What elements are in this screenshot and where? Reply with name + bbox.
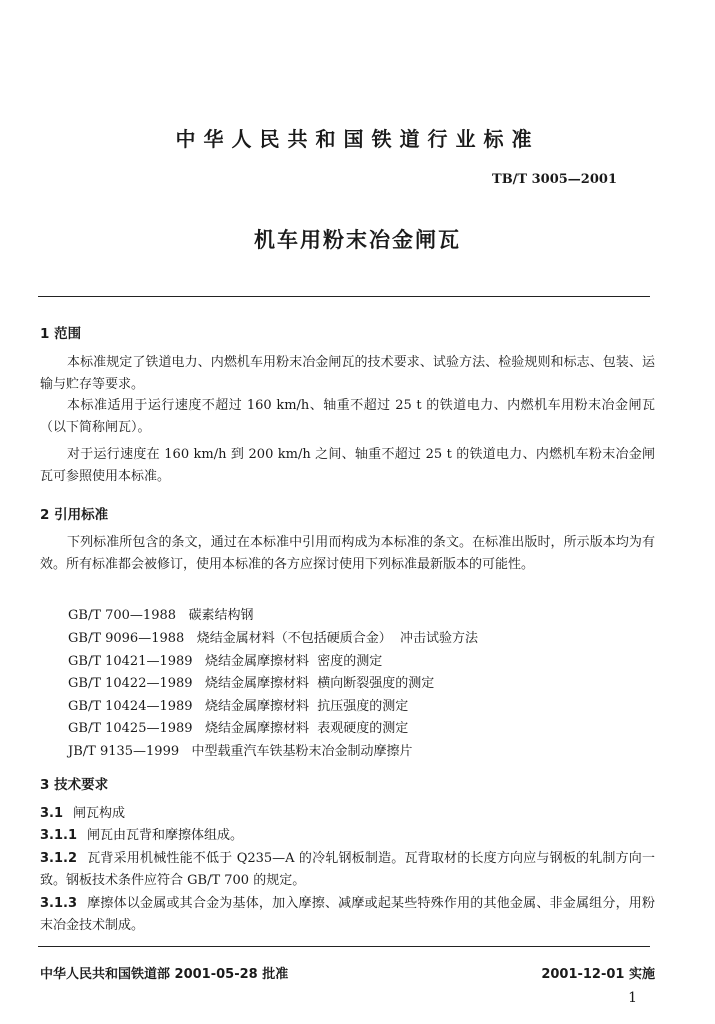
clause-text: 摩擦体以金属或其合金为基体，加入摩擦、减摩或起某些特殊作用的其他金属、非金属组分，用粉末冶金技术制成。 [40,896,655,933]
reference-code: GB/T 9096—1988 [68,631,185,646]
footer-divider [38,946,650,947]
clause-3-1-2 [40,848,655,891]
approval-line: 中华人民共和国铁道部 2001-05-28 批准 [40,967,289,982]
clause-3-1-3 [40,893,655,936]
standard-code: TB/T 3005—2001 [492,172,617,187]
section-1-paragraph-3: 对于运行速度在 160 km/h 到 200 km/h 之间、轴重不超过 25 t 的铁道电力、内燃机车粉末冶金闸瓦可参照使用本标准。 [40,447,655,484]
clause-number: 3.1.1 [40,828,78,843]
clause-3-1-1 [40,825,655,847]
reference-code: JB/T 9135—1999 [68,744,180,759]
clause-3-1 [40,803,655,825]
reference-standard-item [68,740,413,759]
section-1-heading: 1 范围 [40,326,82,342]
section-1-paragraph-1: 本标准规定了铁道电力、内燃机车用粉末冶金闸瓦的技术要求、试验方法、检验规则和标志、包装、运输与贮存等要求。 [40,355,655,392]
reference-code: GB/T 10422—1989 [68,676,193,691]
header-divider [38,296,650,297]
section-2-heading: 2 引用标准 [40,507,109,523]
reference-code: GB/T 10424—1989 [68,699,193,714]
reference-title: 烧结金属摩擦材料 抗压强度的测定 [204,699,409,714]
reference-standard-item [68,717,408,736]
reference-standard-item [68,672,434,691]
reference-title: 烧结金属材料（不包括硬质合金） 冲击试验方法 [196,631,478,646]
reference-standard-item [68,627,478,646]
section-2-paragraph-1: 下列标准所包含的条文，通过在本标准中引用而构成为本标准的条文。在标准出版时，所示版本均为有效。所有标准都会被修订，使用本标准的各方应探讨使用下列标准最新版本的可能性。 [40,535,655,572]
reference-code: GB/T 10421—1989 [68,654,193,669]
document-title: 机车用粉末冶金闸瓦 [254,228,461,252]
reference-title: 烧结金属摩擦材料 横向断裂强度的测定 [204,676,435,691]
reference-code: GB/T 700—1988 [68,608,177,623]
issuing-organization-title: 中华人民共和国铁道行业标准 [175,127,540,151]
reference-standard-item [68,650,382,669]
clause-text: 瓦背采用机械性能不低于 Q235—A 的冷轧钢板制造。瓦背取材的长度方向应与钢板的轧制方向一致。钢板技术条件应符合 GB/T 700 的规定。 [40,851,655,888]
reference-standard-item [68,604,253,623]
clause-number: 3.1 [40,806,64,821]
reference-title: 烧结金属摩擦材料 表观硬度的测定 [204,721,409,736]
clause-text: 闸瓦由瓦背和摩擦体组成。 [87,828,244,843]
clause-number: 3.1.3 [40,896,78,911]
clause-number: 3.1.2 [40,851,78,866]
section-3-heading: 3 技术要求 [40,777,109,793]
reference-standard-item [68,695,408,714]
reference-title: 烧结金属摩擦材料 密度的测定 [204,654,383,669]
reference-code: GB/T 10425—1989 [68,721,193,736]
section-1-paragraph-2: 本标准适用于运行速度不超过 160 km/h、轴重不超过 25 t 的铁道电力、内燃机车用粉末冶金闸瓦（以下简称闸瓦）。 [40,398,655,435]
reference-title: 中型载重汽车铁基粉末冶金制动摩擦片 [191,744,413,759]
page-number: 1 [628,990,637,1006]
reference-title: 碳素结构钢 [188,608,254,623]
clause-text: 闸瓦构成 [73,806,126,821]
implementation-date: 2001-12-01 实施 [541,967,655,982]
